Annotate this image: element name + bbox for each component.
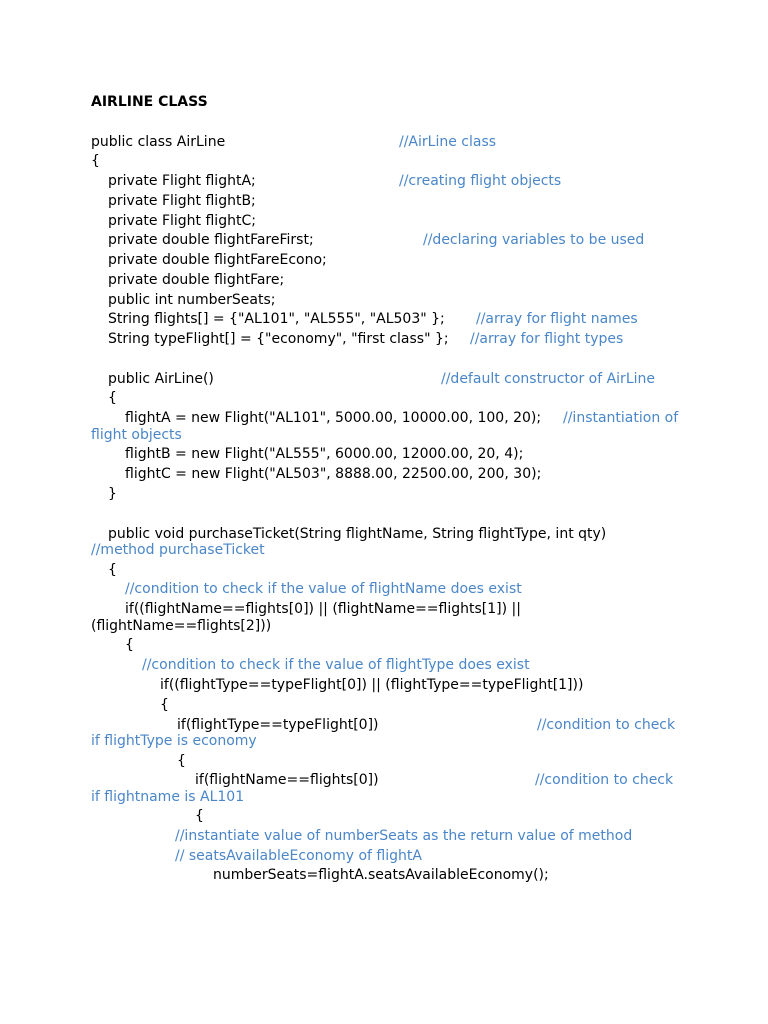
code-line: if((flightName==flights[0]) || (flightName==flights[1]) || [125,601,521,617]
code-line: if(flightType==typeFlight[0]) [177,717,379,733]
code-line: { [177,753,186,769]
code-line: { [195,808,204,824]
code-comment: //declaring variables to be used [423,232,645,248]
code-line: public AirLine() [108,371,214,387]
code-comment: //method purchaseTicket [91,542,265,558]
code-comment: flight objects [91,427,182,443]
code-comment: // seatsAvailableEconomy of flightA [175,848,422,864]
code-comment: //AirLine class [399,134,497,150]
code-line: String flights[] = {"AL101", "AL555", "AL503" }; [108,311,445,327]
code-line: flightC = new Flight("AL503", 8888.00, 22500.00, 200, 30); [125,466,542,482]
code-comment: //array for flight names [476,311,638,327]
code-comment: //condition to check [535,772,674,788]
code-comment: if flightname is AL101 [91,789,245,805]
code-line: { [125,637,134,653]
code-line: private Flight flightB; [108,193,256,209]
code-line: { [108,390,117,406]
code-line: public class AirLine [91,134,226,150]
code-comment: //condition to check if the value of flightName does exist [125,581,522,597]
code-line: flightA = new Flight("AL101", 5000.00, 10000.00, 100, 20); [125,410,542,426]
code-comment: //condition to check [537,717,676,733]
code-line: private Flight flightA; [108,173,256,189]
code-comment: //instantiation of [563,410,679,426]
code-comment: //array for flight types [470,331,624,347]
code-line: if((flightType==typeFlight[0]) || (flightType==typeFlight[1])) [160,677,584,693]
code-line: public int numberSeats; [108,292,276,308]
code-line: { [91,153,100,169]
code-line: if(flightName==flights[0]) [195,772,379,788]
code-comment: //condition to check if the value of flightType does exist [142,657,530,673]
code-line: private double flightFare; [108,272,285,288]
code-line: String typeFlight[] = {"economy", "first class" }; [108,331,449,347]
code-line: private Flight flightC; [108,213,256,229]
code-line: private double flightFareEcono; [108,252,327,268]
code-line: { [160,697,169,713]
document-heading: AIRLINE CLASS [91,94,208,110]
code-line: { [108,562,117,578]
code-line: private double flightFareFirst; [108,232,314,248]
code-line: } [108,486,117,502]
code-line: public void purchaseTicket(String flightName, String flightType, int qty) [108,526,607,542]
code-line: flightB = new Flight("AL555", 6000.00, 12000.00, 20, 4); [125,446,524,462]
code-line: numberSeats=flightA.seatsAvailableEconomy(); [213,867,549,883]
code-comment: //default constructor of AirLine [441,371,655,387]
code-comment: //creating flight objects [399,173,562,189]
code-line: (flightName==flights[2])) [91,618,272,634]
code-comment: //instantiate value of numberSeats as the return value of method [175,828,633,844]
code-comment: if flightType is economy [91,733,257,749]
